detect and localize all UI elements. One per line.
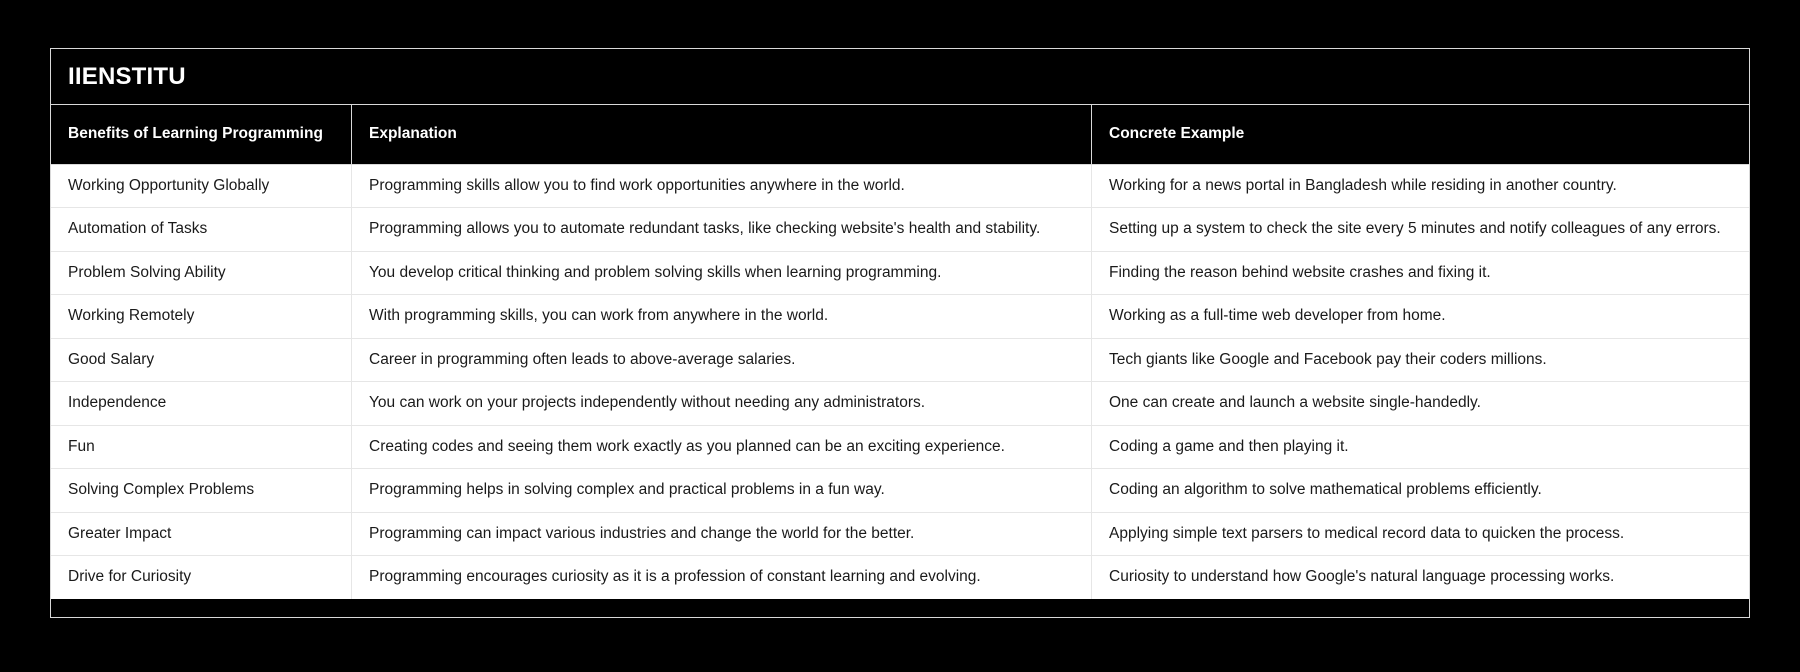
cell-example xyxy=(1091,208,1749,250)
example-text: Setting up a system to check the site every 5 minutes and notify colleagues of any errors. xyxy=(1109,220,1721,238)
cell-example xyxy=(1091,426,1749,468)
cell-benefit xyxy=(51,339,351,381)
example-text: Coding an algorithm to solve mathematical problems efficiently. xyxy=(1109,481,1542,499)
table-row xyxy=(51,252,1749,295)
cell-benefit xyxy=(51,252,351,294)
benefit-text: Good Salary xyxy=(68,350,155,368)
cell-explanation xyxy=(351,252,1091,294)
cell-example xyxy=(1091,382,1749,424)
cell-benefit xyxy=(51,382,351,424)
benefit-text: Automation of Tasks xyxy=(68,220,208,238)
benefit-text: Solving Complex Problems xyxy=(68,481,255,499)
table-row xyxy=(51,295,1749,338)
cell-benefit xyxy=(51,295,351,337)
cell-explanation xyxy=(351,165,1091,207)
cell-benefit xyxy=(51,556,351,599)
explanation-text: With programming skills, you can work from anywhere in the world. xyxy=(369,307,829,325)
cell-explanation xyxy=(351,556,1091,599)
explanation-text: Creating codes and seeing them work exactly as you planned can be an exciting experience. xyxy=(369,437,1005,455)
table-row xyxy=(51,339,1749,382)
cell-explanation xyxy=(351,295,1091,337)
cell-explanation xyxy=(351,339,1091,381)
cell-example xyxy=(1091,513,1749,555)
cell-benefit xyxy=(51,426,351,468)
benefit-text: Drive for Curiosity xyxy=(68,568,192,586)
column-header-concrete-example: Concrete Example xyxy=(1091,105,1749,164)
explanation-text: Programming can impact various industries and change the world for the better. xyxy=(369,524,915,542)
benefits-table-frame xyxy=(50,48,1750,618)
cell-example xyxy=(1091,252,1749,294)
explanation-text: You can work on your projects independently without needing any administrators. xyxy=(369,394,926,412)
benefit-text: Working Remotely xyxy=(68,307,195,325)
cell-explanation xyxy=(351,426,1091,468)
table-row xyxy=(51,556,1749,599)
cell-explanation xyxy=(351,469,1091,511)
explanation-text: You develop critical thinking and problem solving skills when learning programming. xyxy=(369,263,942,281)
cell-benefit xyxy=(51,469,351,511)
cell-explanation xyxy=(351,208,1091,250)
table-row xyxy=(51,165,1749,208)
example-text: Finding the reason behind website crashes and fixing it. xyxy=(1109,263,1491,281)
cell-explanation xyxy=(351,382,1091,424)
benefit-text: Independence xyxy=(68,394,167,412)
cell-example xyxy=(1091,165,1749,207)
explanation-text: Programming skills allow you to find work opportunities anywhere in the world. xyxy=(369,177,905,194)
table-row xyxy=(51,382,1749,425)
benefit-text: Problem Solving Ability xyxy=(68,263,226,281)
column-header-explanation: Explanation xyxy=(351,105,1091,164)
example-text: Working for a news portal in Bangladesh while residing in another country. xyxy=(1109,177,1617,194)
cell-example xyxy=(1091,469,1749,511)
example-text: Applying simple text parsers to medical record data to quicken the process. xyxy=(1109,524,1625,542)
table-header-row xyxy=(51,105,1749,165)
benefit-text: Greater Impact xyxy=(68,524,172,542)
explanation-text: Programming encourages curiosity as it is a profession of constant learning and evolving. xyxy=(369,568,981,586)
explanation-text: Programming helps in solving complex and practical problems in a fun way. xyxy=(369,481,885,499)
table-row xyxy=(51,469,1749,512)
table-row xyxy=(51,208,1749,251)
benefit-text: Working Opportunity Globally xyxy=(68,177,270,194)
column-header-benefits: Benefits of Learning Programming xyxy=(68,125,323,143)
example-text: Tech giants like Google and Facebook pay their coders millions. xyxy=(1109,350,1547,368)
benefit-text: Fun xyxy=(68,437,95,455)
cell-explanation xyxy=(351,513,1091,555)
cell-example xyxy=(1091,556,1749,599)
brand-bar xyxy=(51,49,1749,105)
explanation-text: Career in programming often leads to above-average salaries. xyxy=(369,350,796,368)
example-text: One can create and launch a website single-handedly. xyxy=(1109,394,1481,412)
table-row xyxy=(51,513,1749,556)
table-row xyxy=(51,426,1749,469)
cell-benefit xyxy=(51,165,351,207)
table-body xyxy=(51,165,1749,599)
cell-benefit xyxy=(51,513,351,555)
example-text: Coding a game and then playing it. xyxy=(1109,437,1349,455)
explanation-text: Programming allows you to automate redundant tasks, like checking website's health and stability. xyxy=(369,220,1041,238)
brand-logo: IIENSTITU xyxy=(68,62,186,90)
example-text: Curiosity to understand how Google's natural language processing works. xyxy=(1109,568,1615,586)
example-text: Working as a full-time web developer from home. xyxy=(1109,307,1446,325)
cell-example xyxy=(1091,339,1749,381)
cell-benefit xyxy=(51,208,351,250)
cell-example xyxy=(1091,295,1749,337)
